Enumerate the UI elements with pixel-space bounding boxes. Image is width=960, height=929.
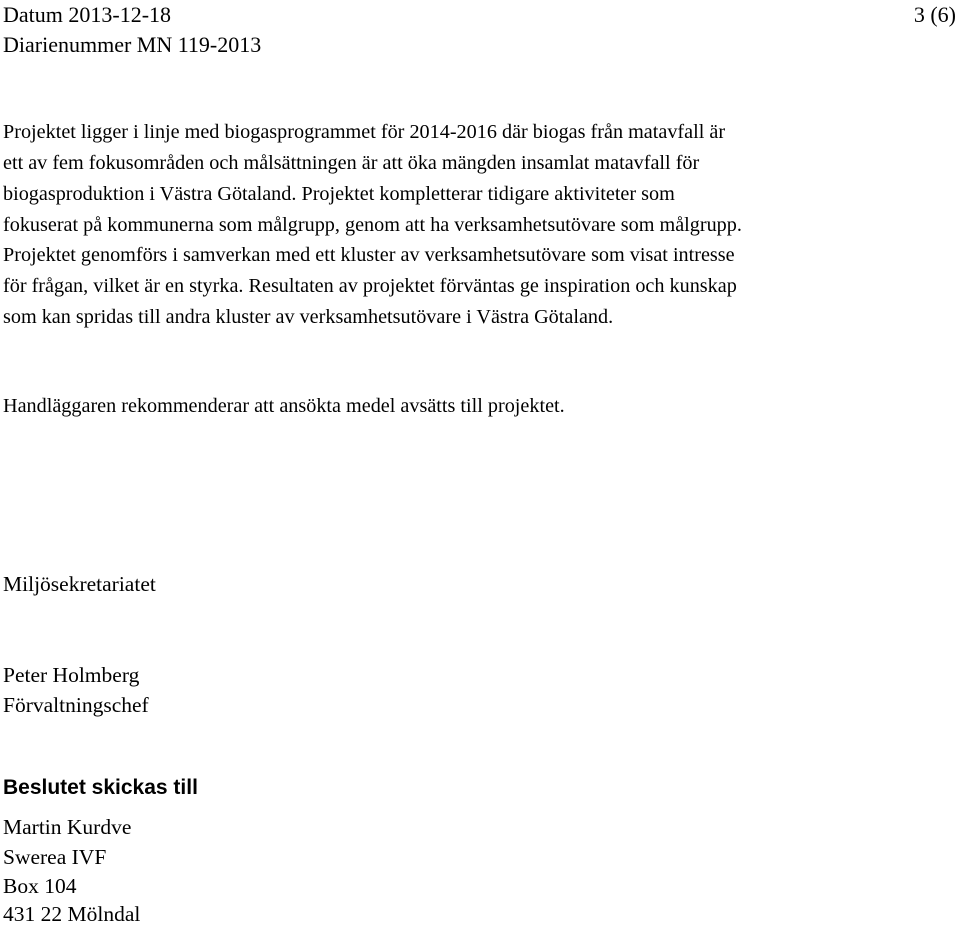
header-diary-number: Diarienummer MN 119-2013 [3,32,262,57]
recipient-name: Martin Kurdve [3,815,132,839]
paragraph-project-alignment [3,117,958,241]
text-line: för frågan, vilket är en styrka. Resultaten av projektet förväntas ge inspiration och kunskap [3,275,737,297]
distribution-heading: Beslutet skickas till [3,776,198,799]
page-number: 3 (6) [913,2,956,27]
text-line: som kan spridas till andra kluster av verksamhetsutövare i Västra Götaland. [3,306,614,328]
paragraph-recommendation [3,391,958,422]
paragraph-collaboration [3,240,958,333]
signature-title: Förvaltningschef [3,693,149,717]
recipient-postal-city: 431 22 Mölndal [3,902,141,926]
text-line: Projektet genomförs i samverkan med ett kluster av verksamhetsutövare som visat intresse [3,244,735,266]
signature-name: Peter Holmberg [3,663,140,687]
text-line: fokuserat på kommunerna som målgrupp, genom att ha verksamhetsutövare som målgrupp. [3,214,742,236]
header-date: Datum 2013-12-18 [3,2,172,27]
text-line: ett av fem fokusområden och målsättningen är att öka mängden insamlat matavfall för [3,152,700,174]
text-line: biogasproduktion i Västra Götaland. Projektet kompletterar tidigare aktiviteter som [3,183,675,205]
recipient-organization: Swerea IVF [3,845,107,869]
signature-department: Miljösekretariatet [3,572,156,596]
recipient-po-box: Box 104 [3,874,77,898]
text-line: Projektet ligger i linje med biogasprogrammet för 2014-2016 där biogas från matavfall är [3,121,726,143]
text-line: Handläggaren rekommenderar att ansökta medel avsätts till projektet. [3,395,565,417]
